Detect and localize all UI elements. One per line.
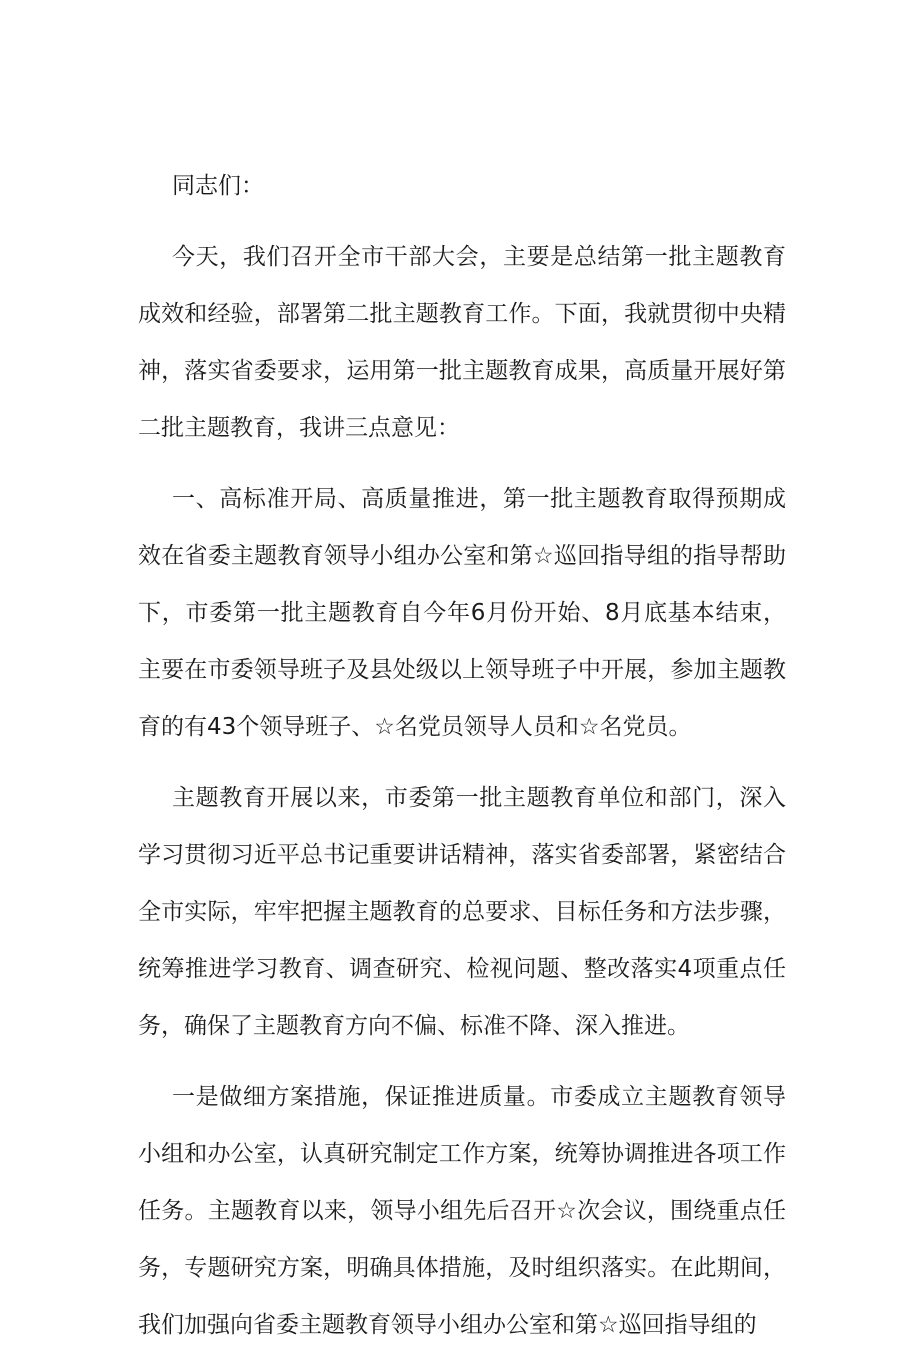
salutation: 同志们： <box>172 173 264 199</box>
paragraph-intro: 今天，我们召开全市干部大会，主要是总结第一批主题教育成效和经验，部署第二批主题教育工作。下面，我就贯彻中央精神，落实省委要求，运用第一批主题教育成果，高质量开展好第二批主题教育，我讲三点意见： <box>138 244 786 441</box>
paragraph-progress: 主题教育开展以来，市委第一批主题教育单位和部门，深入学习贯彻习近平总书记重要讲话精神，落实省委部署，紧密结合全市实际，牢牢把握主题教育的总要求、目标任务和方法步骤，统筹推进学习教育、调查研究、检视问题、整改落实4项重点任务，确保了主题教育方向不偏、标准不降、深入推进。 <box>138 785 786 1039</box>
speech-body <box>138 158 786 1368</box>
paragraph-section-one: 一、高标准开局、高质量推进，第一批主题教育取得预期成效在省委主题教育领导小组办公室和第☆巡回指导组的指导帮助下，市委第一批主题教育自今年6月份开始、8月底基本结束，主要在市委领导班子及县处级以上领导班子中开展，参加主题教育的有43个领导班子、☆名党员领导人员和☆名党员。 <box>138 486 786 740</box>
paragraph-measures: 一是做细方案措施，保证推进质量。市委成立主题教育领导小组和办公室，认真研究制定工作方案，统筹协调推进各项工作任务。主题教育以来，领导小组先后召开☆次会议，围绕重点任务，专题研究方案，明确具体措施，及时组织落实。在此期间，我们加强向省委主题教育领导小组办公室和第☆巡回指导组的 <box>138 1084 786 1338</box>
